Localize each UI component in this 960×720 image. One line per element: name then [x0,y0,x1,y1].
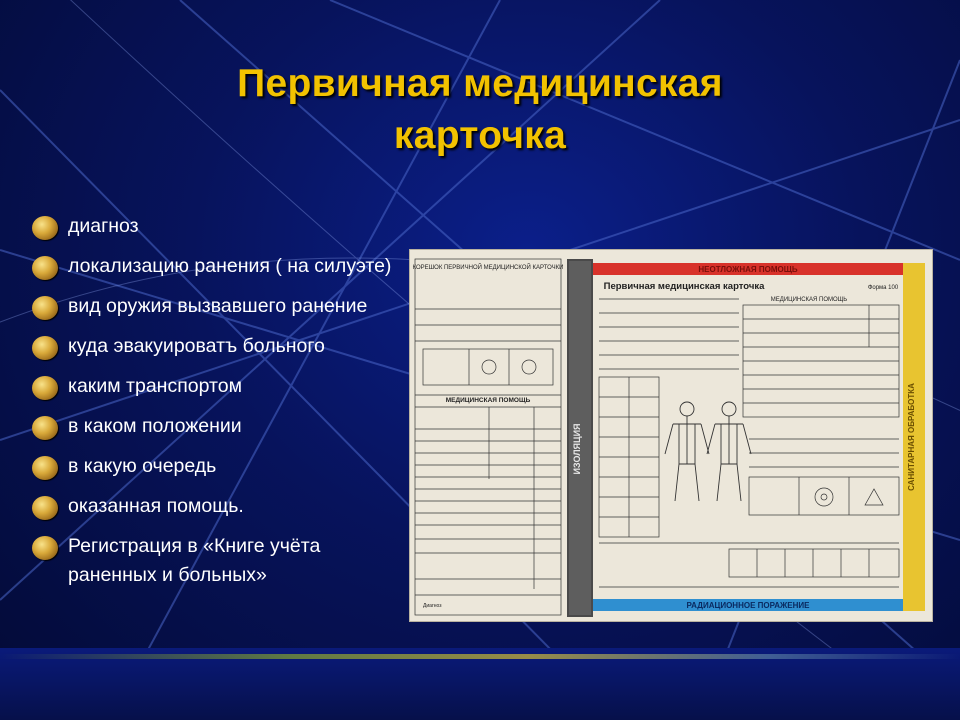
bullet-item [30,292,410,321]
bullet-text: каким транспортом [68,375,242,397]
gold-bullet-icon [32,496,58,520]
urgent-banner-label: НЕОТЛОЖНАЯ ПОМОЩЬ [698,265,798,274]
bullet-item [30,492,410,521]
bullet-text: Регистрация в «Книге учёта раненных и больных» [68,535,321,586]
medical-card-drawing [409,249,933,622]
bullet-item [30,252,410,281]
bullet-text: куда эвакуироватъ больного [68,335,325,357]
bullet-item [30,372,410,401]
title-line-2: карточка [393,114,567,157]
bullet-text: в какую очередь [68,455,217,477]
stub-diagnosis: Диагноз [423,603,442,609]
bullet-item [30,212,410,241]
bullet-item [30,452,410,481]
main-section: МЕДИЦИНСКАЯ ПОМОЩЬ [770,297,848,303]
gold-bullet-icon [32,256,58,280]
title-line-1: Первичная медицинская [237,62,723,105]
medical-card-image [409,249,933,622]
bullet-text: локализацию ранения ( на силуэте) [68,255,392,277]
slide-title [120,58,840,162]
gold-bullet-icon [32,456,58,480]
bullet-text: оказанная помощь. [68,495,244,517]
gold-bullet-icon [32,416,58,440]
stub-section: МЕДИЦИНСКАЯ ПОМОЩЬ [445,397,531,404]
sanitation-label: САНИТАРНАЯ ОБРАБОТКА [907,383,916,491]
isolation-label: ИЗОЛЯЦИЯ [572,423,582,475]
form-number: Форма 100 [867,285,899,291]
card-main-title: Первичная медицинская карточка [603,281,765,292]
bullet-item [30,532,410,590]
gold-bullet-icon [32,376,58,400]
bullet-text: вид оружия вызвавшего ранение [68,295,368,317]
gold-bullet-icon [32,216,58,240]
bullet-text: диагноз [68,215,139,237]
radiation-banner-label: РАДИАЦИОННОЕ ПОРАЖЕНИЕ [686,601,810,610]
gold-bullet-icon [32,336,58,360]
bullet-text: в каком положении [68,415,242,437]
bullet-item [30,332,410,361]
bullet-item [30,412,410,441]
gold-bullet-icon [32,536,58,560]
stub-title: КОРЕШОК ПЕРВИЧНОЙ МЕДИЦИНСКОЙ КАРТОЧКИ [412,265,564,271]
bullet-list [30,212,410,601]
gold-bullet-icon [32,296,58,320]
bottom-rule [0,654,960,659]
